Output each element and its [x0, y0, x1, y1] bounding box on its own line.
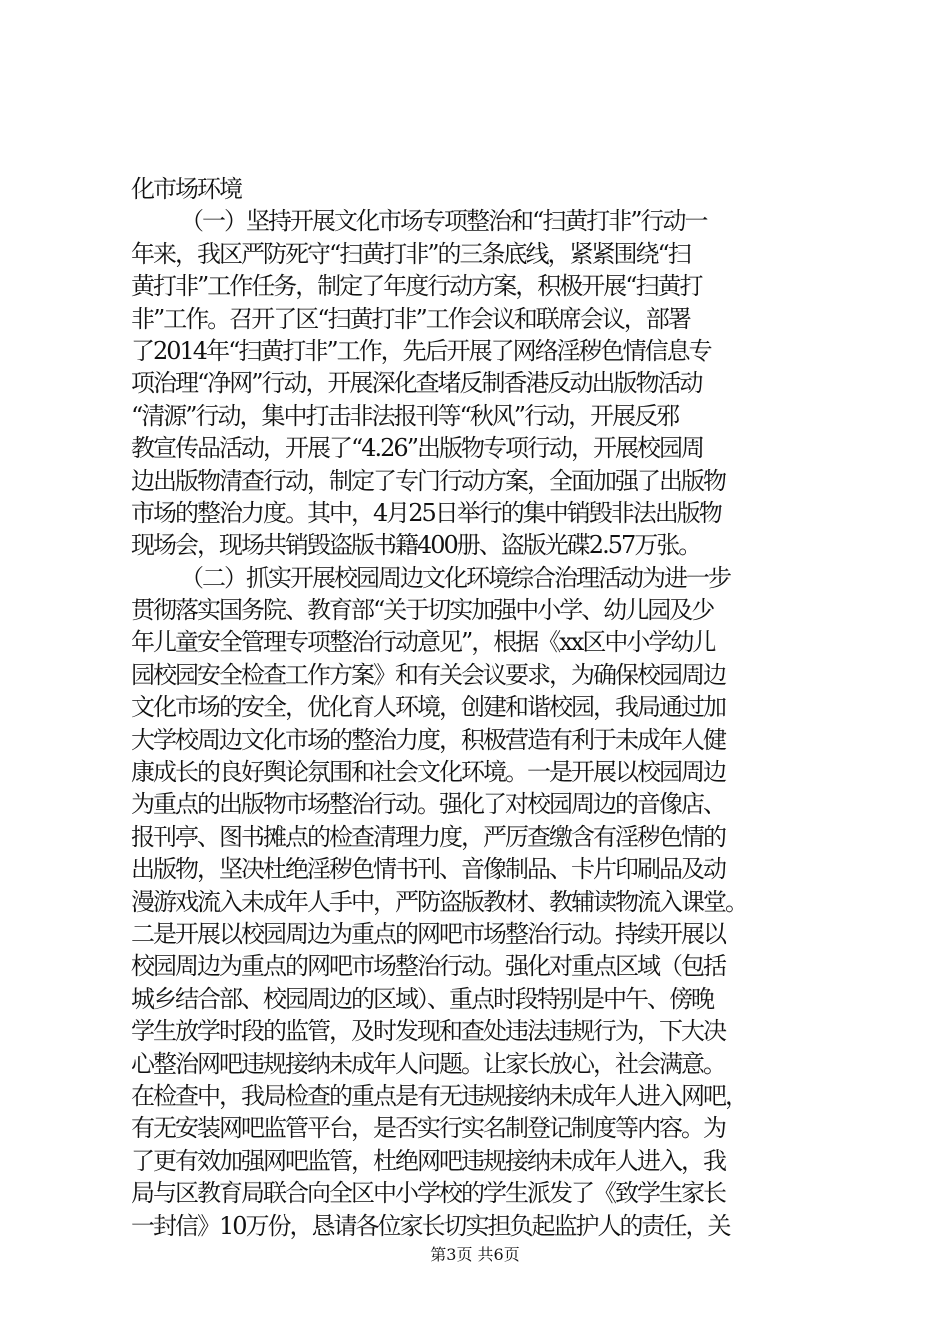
text-line: 园校园安全检查工作方案》和有关会议要求，为确保校园周边	[131, 660, 725, 689]
text-line: 出版物，坚决杜绝淫秽色情书刊、音像制品、卡片印刷品及动	[131, 855, 725, 884]
text-line: 年儿童安全管理专项整治行动意见”，根据《xx区中小学幼儿	[131, 628, 715, 657]
text-line: 非”工作。召开了区“扫黄打非”工作会议和联席会议，部署	[131, 304, 690, 333]
text-line: （二）抓实开展校园周边文化环境综合治理活动为进一步	[180, 563, 730, 592]
text-line: 二是开展以校园周边为重点的网吧市场整治行动。持续开展以	[131, 919, 725, 948]
text-line: 黄打非”工作任务，制定了年度行动方案，积极开展“扫黄打	[131, 272, 702, 301]
text-line: 康成长的良好舆论氛围和社会文化环境。一是开展以校园周边	[131, 758, 725, 787]
text-line: 贯彻落实国务院、教育部“关于切实加强中小学、幼儿园及少	[131, 596, 714, 625]
text-line: 教宣传品活动，开展了“4.26”出版物专项行动，开展校园周	[131, 434, 703, 463]
text-line: 项治理“净网”行动，开展深化查堵反制香港反动出版物活动	[131, 369, 702, 398]
text-line: 在检查中，我局检查的重点是有无违规接纳未成年人进入网吧，	[131, 1081, 747, 1110]
text-line: 报刊亭、图书摊点的检查清理力度，严厉查缴含有淫秽色情的	[131, 822, 725, 851]
text-line: 现场会，现场共销毁盗版书籍400册、盗版光碟2.57万张。	[131, 531, 701, 560]
text-line: “清源”行动，集中打击非法报刊等“秋风”行动，开展反邪	[131, 401, 679, 430]
text-line: 校园周边为重点的网吧市场整治行动。强化对重点区域（包括	[131, 952, 725, 981]
text-line: 心整治网吧违规接纳未成年人问题。让家长放心，社会满意。	[131, 1049, 725, 1078]
text-line: 学生放学时段的监管，及时发现和查处违法违规行为，下大决	[131, 1017, 725, 1046]
text-line: 化市场环境	[131, 175, 241, 203]
text-line: （一）坚持开展文化市场专项整治和“扫黄打非”行动一	[180, 207, 707, 236]
text-line: 市场的整治力度。其中，4月25日举行的集中销毁非法出版物	[131, 498, 721, 527]
text-line: 文化市场的安全，优化育人环境，创建和谐校园，我局通过加	[131, 693, 725, 722]
text-line: 了2014年“扫黄打非”工作，先后开展了网络淫秽色情信息专	[131, 336, 711, 365]
text-line: 有无安装网吧监管平台，是否实行实名制登记制度等内容。为	[131, 1114, 725, 1143]
text-line: 漫游戏流入未成年人手中，严防盗版教材、教辅读物流入课堂。	[131, 887, 747, 916]
body-text	[131, 173, 831, 1242]
text-line: 年来，我区严防死守“扫黄打非”的三条底线，紧紧围绕“扫	[131, 239, 690, 268]
text-line: 了更有效加强网吧监管，杜绝网吧违规接纳未成年人进入，我	[131, 1146, 725, 1175]
page-footer: 第3页 共6页	[430, 1245, 520, 1264]
text-line: 城乡结合部、校园周边的区域）、重点时段特别是中午、傍晚	[131, 984, 713, 1013]
text-line: 为重点的出版物市场整治行动。强化了对校园周边的音像店、	[131, 790, 725, 819]
text-line: 大学校周边文化市场的整治力度，积极营造有利于未成年人健	[131, 725, 725, 754]
text-line: 一封信》10万份，恳请各位家长切实担负起监护人的责任，关	[131, 1211, 730, 1240]
text-line: 局与区教育局联合向全区中小学校的学生派发了《致学生家长	[131, 1179, 725, 1208]
text-line: 边出版物清查行动，制定了专门行动方案，全面加强了出版物	[131, 466, 725, 495]
